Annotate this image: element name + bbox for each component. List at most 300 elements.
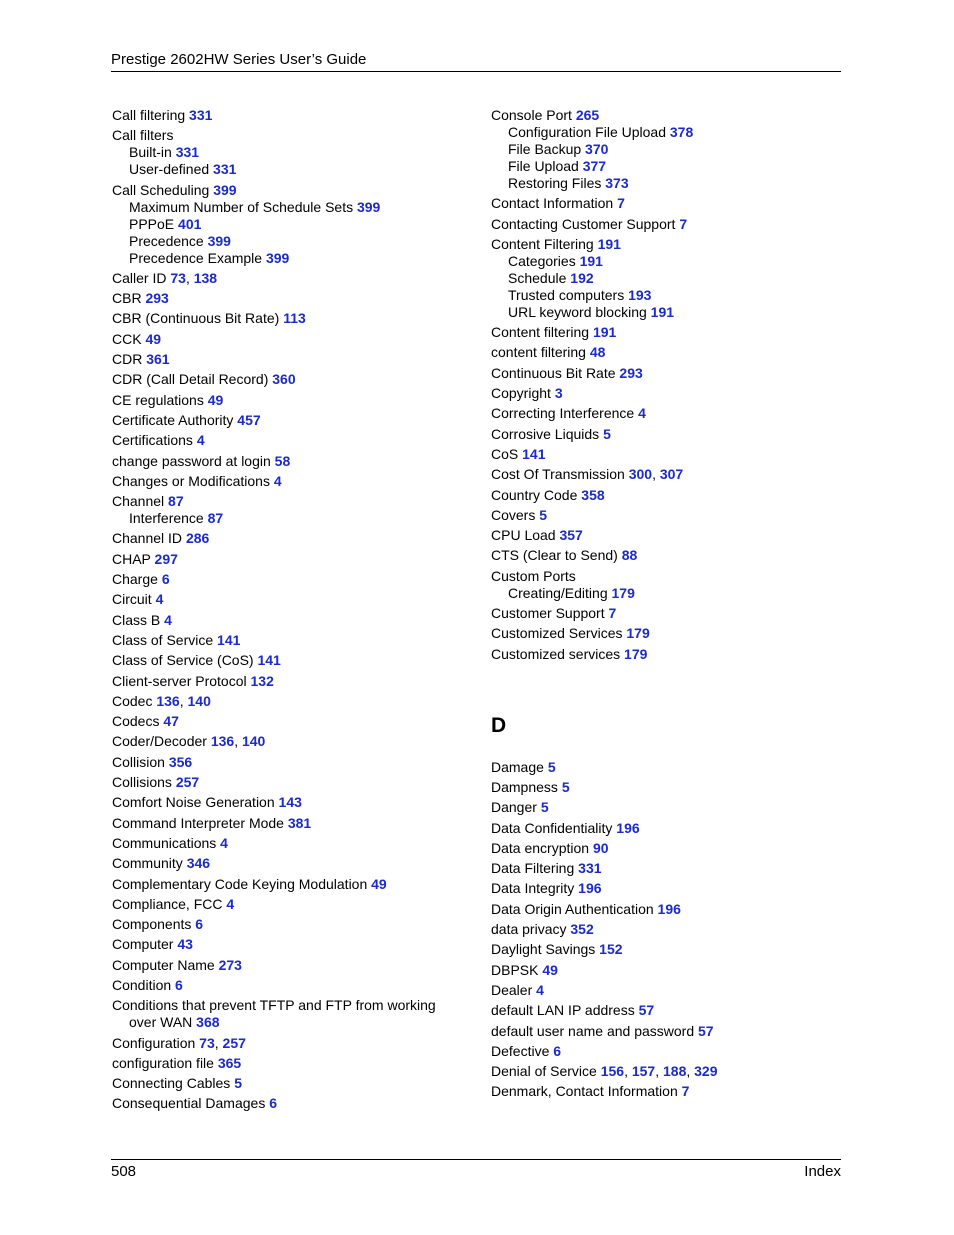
index-section-c-continued (491, 107, 821, 663)
page-link[interactable]: 140 (241, 733, 266, 750)
page-link[interactable]: 265 (575, 107, 600, 123)
index-term: Connecting Cables (112, 1075, 231, 1092)
index-entry-line (112, 493, 462, 510)
index-entry (491, 195, 821, 212)
index-entry-line (491, 344, 821, 361)
index-term: Custom Ports (491, 567, 576, 584)
page-link[interactable]: 5 (539, 506, 548, 523)
index-entry (112, 412, 462, 429)
index-subentry (491, 304, 821, 321)
page-footer (111, 1159, 841, 1180)
index-entry (112, 371, 462, 388)
index-entry (491, 426, 821, 443)
index-entry (491, 344, 821, 361)
index-term: Data Origin Authentication (491, 900, 654, 917)
index-entry-line (112, 815, 462, 832)
page-link[interactable]: 331 (213, 161, 237, 178)
page-link[interactable]: 297 (154, 550, 178, 567)
index-term: Complementary Code Keying Modulation (112, 875, 368, 892)
page-link[interactable]: 352 (570, 921, 594, 938)
index-entry (112, 733, 462, 750)
page-link[interactable]: 257 (175, 774, 200, 791)
index-entry (491, 880, 821, 897)
page-link[interactable]: 193 (628, 286, 652, 303)
page-link[interactable]: 49 (207, 391, 224, 408)
index-term: Customized Services (491, 625, 623, 642)
index-entry (112, 977, 462, 994)
index-entry-line (112, 453, 462, 470)
index-entry (112, 290, 462, 307)
page-link[interactable]: 5 (547, 758, 556, 775)
page-link[interactable]: 329 (694, 1063, 718, 1080)
index-entry-line (112, 551, 462, 568)
index-term: Compliance, FCC (112, 895, 223, 912)
page-link[interactable]: 358 (581, 486, 605, 503)
index-term: CE regulations (112, 391, 204, 408)
index-term: Command Interpreter Mode (112, 814, 284, 831)
index-entry (491, 405, 821, 422)
index-term: Call filtering (112, 107, 186, 123)
index-subentry (491, 270, 821, 287)
page-link[interactable]: 57 (698, 1022, 714, 1039)
index-entry-line (112, 270, 462, 287)
index-entry (491, 982, 821, 999)
page-link[interactable]: 191 (650, 303, 675, 320)
page-link[interactable]: 191 (597, 235, 621, 252)
index-entry-line (491, 426, 821, 443)
page-link[interactable]: 399 (356, 198, 381, 215)
page-link[interactable]: 5 (234, 1075, 242, 1092)
index-term: Circuit (112, 591, 152, 608)
index-term: Channel ID (112, 530, 183, 547)
page-link[interactable]: 4 (164, 611, 172, 628)
index-entry (112, 1075, 462, 1092)
page-link[interactable]: 196 (616, 819, 640, 836)
index-entry (491, 1083, 821, 1100)
page-link[interactable]: 357 (559, 527, 583, 544)
page-link[interactable]: 192 (570, 269, 594, 286)
index-subterm: User-defined (129, 161, 210, 178)
page-link[interactable]: 346 (186, 855, 211, 872)
page-link[interactable]: 141 (217, 631, 241, 648)
index-entry-line (491, 982, 821, 999)
page-link[interactable]: 356 (168, 753, 193, 770)
page-link[interactable]: 4 (536, 981, 544, 998)
page-link[interactable]: 143 (278, 794, 302, 811)
index-entry-line (491, 880, 821, 897)
index-entry (112, 551, 462, 568)
page-link[interactable]: 368 (196, 1014, 220, 1031)
index-entry-line (491, 405, 821, 422)
page-link[interactable]: 179 (611, 584, 635, 601)
index-entry-line (491, 759, 821, 776)
index-entry-line (112, 371, 462, 388)
page-link[interactable]: 286 (185, 530, 210, 547)
page-link[interactable]: 7 (679, 215, 688, 232)
index-term: Data Filtering (491, 860, 575, 877)
page-link[interactable]: 401 (178, 215, 202, 232)
index-entry (491, 568, 821, 602)
page-link[interactable]: 48 (589, 344, 606, 361)
index-entry-line (491, 547, 821, 564)
index-term: Continuous Bit Rate (491, 364, 616, 381)
index-entry (491, 820, 821, 837)
index-subterm: PPPoE (129, 215, 175, 232)
page-link[interactable]: 4 (196, 432, 205, 449)
page-link[interactable]: 381 (287, 814, 312, 831)
page-link[interactable]: 457 (237, 411, 261, 428)
index-entry-line (112, 612, 462, 629)
index-term: CHAP (112, 550, 151, 567)
index-term: default LAN IP address (491, 1002, 635, 1019)
page-link[interactable]: 196 (578, 880, 602, 897)
index-term: Console Port (491, 107, 572, 123)
page-link[interactable]: 331 (578, 860, 602, 877)
page-link[interactable]: 6 (195, 916, 204, 933)
index-entry-line (112, 331, 462, 348)
page-link[interactable]: 156 (600, 1063, 625, 1080)
page-link[interactable]: 179 (626, 625, 650, 642)
index-subentry (112, 510, 462, 527)
index-term: Correcting Interference (491, 405, 635, 422)
page-separator: , (655, 1063, 663, 1080)
index-entry-line (112, 351, 462, 368)
index-entry-line (112, 473, 462, 490)
index-entry-line (491, 820, 821, 837)
index-term: Country Code (491, 486, 578, 503)
index-term: Defective (491, 1042, 550, 1059)
page-link[interactable]: 4 (638, 405, 646, 422)
index-term: default user name and password (491, 1022, 695, 1039)
index-entry (491, 1043, 821, 1060)
index-entry (112, 107, 462, 124)
section-letter-d: D (491, 713, 507, 737)
index-term: Components (112, 916, 192, 933)
index-term: CDR (Call Detail Record) (112, 371, 269, 388)
page-link[interactable]: 6 (161, 571, 170, 588)
index-entry (491, 216, 821, 233)
index-entry (112, 815, 462, 832)
index-entry (112, 571, 462, 588)
index-entry (112, 754, 462, 771)
index-term: Dealer (491, 981, 533, 998)
index-entry-line (112, 290, 462, 307)
index-entry (112, 1095, 462, 1112)
index-entry (491, 962, 821, 979)
index-term: Channel (112, 493, 165, 510)
index-subentry (491, 141, 821, 158)
index-entry (112, 632, 462, 649)
index-entry (491, 1002, 821, 1019)
index-entry-line (112, 412, 462, 429)
page-link[interactable]: 6 (175, 976, 183, 993)
index-term: Consequential Damages (112, 1095, 266, 1112)
page-link[interactable]: 377 (582, 158, 607, 174)
index-subentry (491, 175, 821, 192)
index-entry (112, 530, 462, 547)
page-link[interactable]: 273 (218, 956, 242, 973)
page-link[interactable]: 49 (145, 330, 162, 347)
index-entry-line (112, 733, 462, 750)
page-link[interactable]: 6 (269, 1095, 278, 1112)
index-subterm: Trusted computers (508, 286, 625, 303)
index-entry-line (491, 365, 821, 382)
index-subentry (491, 585, 821, 602)
index-term: Coder/Decoder (112, 733, 207, 750)
page-link[interactable]: 300 (628, 466, 653, 483)
index-entry-line (491, 507, 821, 524)
page-link[interactable]: 136 (156, 692, 180, 709)
index-entry (112, 310, 462, 327)
page-link[interactable]: 399 (207, 232, 231, 249)
index-entry-line (491, 195, 821, 212)
index-term: Daylight Savings (491, 941, 596, 958)
index-entry-line (491, 236, 821, 253)
index-entry (112, 713, 462, 730)
index-column-left (112, 107, 462, 1116)
page-link[interactable]: 257 (222, 1034, 246, 1051)
index-entry (112, 673, 462, 690)
index-entry (112, 351, 462, 368)
index-term: Client-server Protocol (112, 672, 247, 689)
index-entry (491, 921, 821, 938)
index-term: Communications (112, 834, 217, 851)
footer-section-name: Index (804, 1163, 841, 1180)
page-link[interactable]: 49 (371, 875, 387, 892)
index-term: CBR (Continuous Bit Rate) (112, 310, 280, 327)
index-entry-line (112, 977, 462, 994)
page-link[interactable]: 378 (669, 124, 694, 140)
page-link[interactable]: 57 (638, 1002, 655, 1019)
index-entry-line (491, 901, 821, 918)
index-subentry (112, 199, 462, 216)
page-link[interactable]: 5 (561, 778, 570, 795)
page-link[interactable]: 399 (265, 249, 290, 266)
page-link[interactable]: 152 (599, 941, 623, 958)
page-link[interactable]: 360 (272, 371, 296, 388)
index-entry (112, 127, 462, 178)
page-link[interactable]: 73 (199, 1034, 215, 1051)
page-link[interactable]: 73 (170, 269, 186, 286)
page-link[interactable]: 365 (217, 1054, 242, 1071)
index-term: Content Filtering (491, 235, 594, 252)
index-entry (112, 331, 462, 348)
page-link[interactable]: 141 (257, 652, 281, 669)
index-entry-line (112, 896, 462, 913)
index-entry-line (112, 855, 462, 872)
page-link[interactable]: 370 (585, 141, 609, 157)
index-subterm: Precedence Example (129, 249, 263, 266)
index-subentry (112, 161, 462, 178)
page-link[interactable]: 3 (554, 385, 563, 402)
page-link[interactable]: 5 (540, 799, 549, 816)
index-entry-line (491, 605, 821, 622)
page-link[interactable]: 113 (283, 310, 306, 327)
index-subterm: File Backup (508, 141, 582, 157)
page-link[interactable]: 87 (207, 510, 224, 527)
page-link[interactable]: 4 (220, 834, 228, 851)
index-entry-line (112, 957, 462, 974)
index-term: Codecs (112, 713, 160, 730)
index-entry-line (491, 1043, 821, 1060)
index-entry-line (491, 324, 821, 341)
index-column-right (491, 107, 821, 1104)
index-entry (112, 855, 462, 872)
page-link[interactable]: 4 (226, 895, 235, 912)
index-entry-line (112, 774, 462, 791)
page-link[interactable]: 293 (619, 364, 643, 381)
index-entry (491, 107, 821, 192)
page-link[interactable]: 141 (522, 445, 546, 462)
index-entry (491, 901, 821, 918)
index-subentry (491, 124, 821, 141)
index-entry (491, 840, 821, 857)
index-term: Collision (112, 753, 165, 770)
page-link[interactable]: 90 (592, 839, 609, 856)
index-entry (112, 182, 462, 267)
page-link[interactable]: 140 (187, 692, 211, 709)
page-link[interactable]: 331 (189, 107, 213, 123)
index-entry-line (112, 835, 462, 852)
index-term: Covers (491, 506, 536, 523)
index-term: CBR (112, 290, 142, 307)
page-link[interactable]: 373 (605, 175, 629, 191)
index-entry (112, 794, 462, 811)
index-entry (112, 693, 462, 710)
page-link[interactable]: 43 (177, 936, 193, 953)
page-link[interactable]: 6 (553, 1042, 562, 1059)
index-subentry (112, 233, 462, 250)
index-entry (112, 1055, 462, 1072)
index-subterm: Creating/Editing (508, 584, 608, 601)
index-entry (491, 759, 821, 776)
index-entry-line (491, 1063, 821, 1080)
index-term: CoS (491, 445, 519, 462)
page-link[interactable]: 49 (542, 961, 558, 978)
page-link[interactable]: 191 (579, 252, 603, 269)
index-subterm: Configuration File Upload (508, 124, 666, 140)
page-link[interactable]: 87 (168, 493, 184, 510)
page-link[interactable]: 399 (213, 181, 237, 198)
index-entry-line (112, 1035, 462, 1052)
index-term: Codec (112, 692, 153, 709)
index-entry-line (491, 107, 821, 124)
index-entry (112, 453, 462, 470)
index-term: Changes or Modifications (112, 472, 270, 489)
page-link[interactable]: 361 (146, 351, 170, 368)
index-entry (112, 876, 462, 893)
page-link[interactable]: 88 (621, 547, 638, 564)
index-entry-line (491, 446, 821, 463)
index-term: configuration file (112, 1054, 214, 1071)
index-entry (112, 652, 462, 669)
index-term: Dampness (491, 778, 558, 795)
index-entry-line (112, 591, 462, 608)
index-term: Computer (112, 936, 174, 953)
index-subterm: Restoring Files (508, 175, 602, 191)
index-section-d (491, 759, 821, 1101)
index-entry (491, 1063, 821, 1080)
index-term: CCK (112, 330, 142, 347)
index-entry (112, 774, 462, 791)
index-subterm: URL keyword blocking (508, 303, 647, 320)
index-term: Danger (491, 799, 537, 816)
index-term: Denial of Service (491, 1063, 597, 1080)
page-header (111, 51, 841, 72)
index-entry-line (112, 310, 462, 327)
page-link[interactable]: 7 (608, 605, 617, 622)
page-link[interactable]: 293 (145, 290, 169, 307)
index-entry (491, 236, 821, 321)
page-link[interactable]: 47 (163, 713, 179, 730)
index-entry (112, 835, 462, 852)
index-entry-line (112, 432, 462, 449)
index-entry (112, 936, 462, 953)
index-entry (112, 591, 462, 608)
index-term: Call Scheduling (112, 181, 210, 198)
page-link[interactable]: 5 (603, 425, 611, 442)
index-entry (491, 779, 821, 796)
index-term: Denmark, Contact Information (491, 1083, 678, 1100)
page-link[interactable]: 191 (592, 324, 617, 341)
index-entry-line (112, 392, 462, 409)
index-entry-line (491, 840, 821, 857)
index-entry-line (112, 876, 462, 893)
index-entry-line (491, 1002, 821, 1019)
page-link[interactable]: 4 (273, 472, 282, 489)
index-entry-line (491, 962, 821, 979)
index-entry-line (112, 1075, 462, 1092)
page-link[interactable]: 157 (631, 1063, 656, 1080)
index-entry (112, 957, 462, 974)
index-entry-line (112, 127, 462, 144)
index-entry (112, 270, 462, 287)
index-entry (112, 916, 462, 933)
index-entry-line (112, 1095, 462, 1112)
index-entry (112, 493, 462, 527)
index-entry (491, 487, 821, 504)
index-entry (491, 941, 821, 958)
page-separator: , (652, 466, 660, 483)
page-link[interactable]: 196 (657, 900, 681, 917)
page-link[interactable]: 7 (617, 195, 625, 212)
index-term: change password at login (112, 452, 271, 469)
page-link[interactable]: 136 (210, 733, 235, 750)
page-separator: , (686, 1063, 695, 1080)
index-entry-line (112, 673, 462, 690)
index-entry (491, 799, 821, 816)
index-term: DBPSK (491, 961, 539, 978)
page-link[interactable]: 138 (193, 269, 218, 286)
page-link[interactable]: 307 (659, 466, 684, 483)
index-term: Condition (112, 976, 172, 993)
index-term: CTS (Clear to Send) (491, 547, 618, 564)
page-link[interactable]: 331 (175, 144, 200, 161)
page-link[interactable]: 188 (663, 1063, 687, 1080)
index-term: Certificate Authority (112, 411, 234, 428)
page-link[interactable]: 7 (681, 1083, 690, 1100)
page-separator: , (179, 692, 188, 709)
page-link[interactable]: 4 (155, 591, 164, 608)
index-entry (112, 473, 462, 490)
header-title: Prestige 2602HW Series User’s Guide (111, 51, 367, 68)
index-term: Charge (112, 571, 158, 588)
index-entry-line (491, 860, 821, 877)
page-link[interactable]: 58 (274, 452, 291, 469)
page-link[interactable]: 132 (250, 672, 274, 689)
page-link[interactable]: 179 (624, 645, 648, 662)
index-entry-line (112, 652, 462, 669)
